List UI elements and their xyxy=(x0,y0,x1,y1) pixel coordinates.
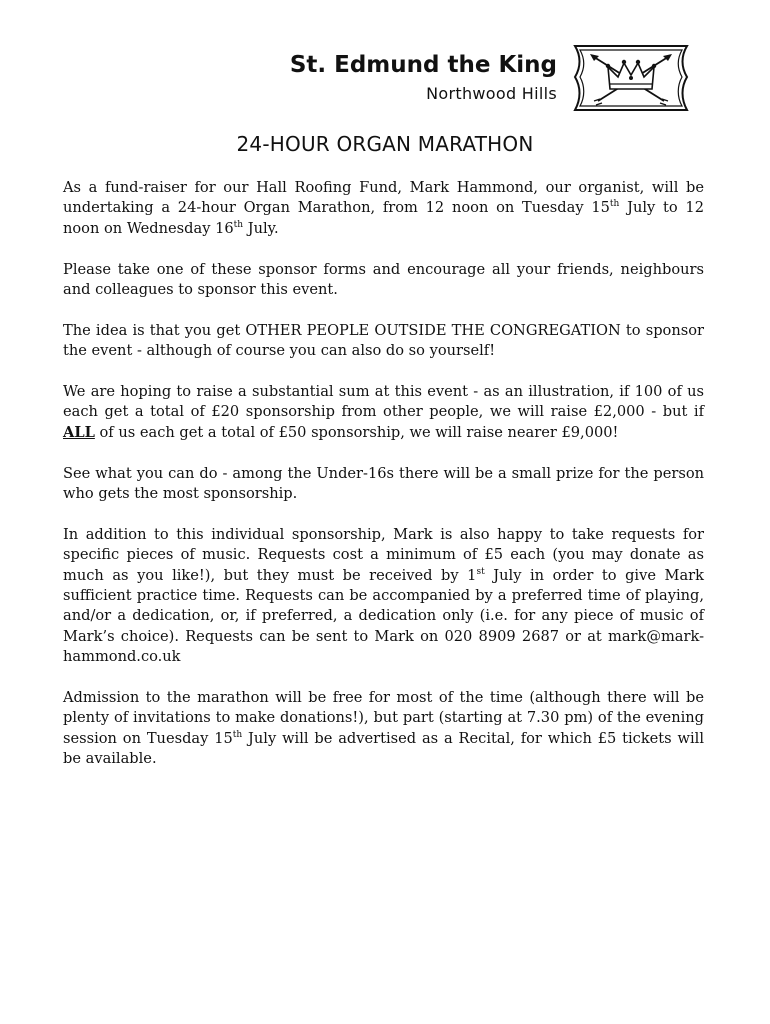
ordinal-suffix: th xyxy=(233,219,244,230)
emphasis-all: ALL xyxy=(63,423,95,441)
church-location: Northwood Hills xyxy=(426,84,557,103)
requests-text-part-2: July in order to give Mark sufficient practice time. Requests can be accompanied by a preferred time of playing, and/or a dedication, or, if preferred, a dedication only (i.e. for any piece of music of Mark’s choice). Requests can be sent to Mark on 020 8909 2687 or at mark@mark-hammond.co.uk xyxy=(63,566,704,666)
intro-text-part-1: As a fund-raiser for our Hall Roofing Fund, Mark Hammond, our organist, will be undertaking a 24-hour Organ Marathon, from 12 noon on Tuesday 15 xyxy=(63,179,704,217)
ordinal-suffix: st xyxy=(476,566,485,577)
admission-text-part-2: July will be advertised as a Recital, for which £5 tickets will be available. xyxy=(63,729,704,768)
paragraph-requests xyxy=(63,525,704,668)
ordinal-suffix: th xyxy=(609,199,620,210)
crown-and-arrows-crest-icon xyxy=(572,43,690,113)
paragraph-admission xyxy=(63,688,704,770)
church-name: St. Edmund the King xyxy=(289,52,557,78)
page-title: 24-HOUR ORGAN MARATHON xyxy=(236,132,534,156)
paragraph-sponsor-forms: Please take one of these sponsor forms and encourage all your friends, neighbours and colleagues to sponsor this event. xyxy=(63,260,704,299)
target-text-part-2: of us each get a total of £50 sponsorship, we will raise nearer £9,000! xyxy=(94,423,619,441)
paragraph-prize: See what you can do - among the Under-16s there will be a small prize for the person who gets the most sponsorship. xyxy=(63,464,704,503)
letter-body xyxy=(63,178,704,790)
intro-text-part-3: July. xyxy=(243,219,279,237)
paragraph-target xyxy=(63,382,704,443)
paragraph-intro xyxy=(63,178,704,239)
requests-text-part-1: In addition to this individual sponsorship, Mark is also happy to take requests for specific pieces of music. Requests cost a minimum of £5 each (you may donate as much as you like!), but they must be received by 1 xyxy=(63,525,704,584)
ordinal-suffix: th xyxy=(232,729,243,740)
intro-text-part-2: July to 12 noon on Wednesday 16 xyxy=(63,199,704,237)
target-text-part-1: We are hoping to raise a substantial sum at this event - as an illustration, if 100 of us each get a total of £20 sponsorship from other people, we will raise £2,000 - but if xyxy=(63,383,704,421)
admission-text-part-1: Admission to the marathon will be free for most of the time (although there will be plenty of invitations to make donations!), but part (starting at 7.30 pm) of the evening session on Tuesday 15 xyxy=(63,689,704,747)
paragraph-idea: The idea is that you get OTHER PEOPLE OUTSIDE THE CONGREGATION to sponsor the event - although of course you can also do so yourself! xyxy=(63,321,704,360)
